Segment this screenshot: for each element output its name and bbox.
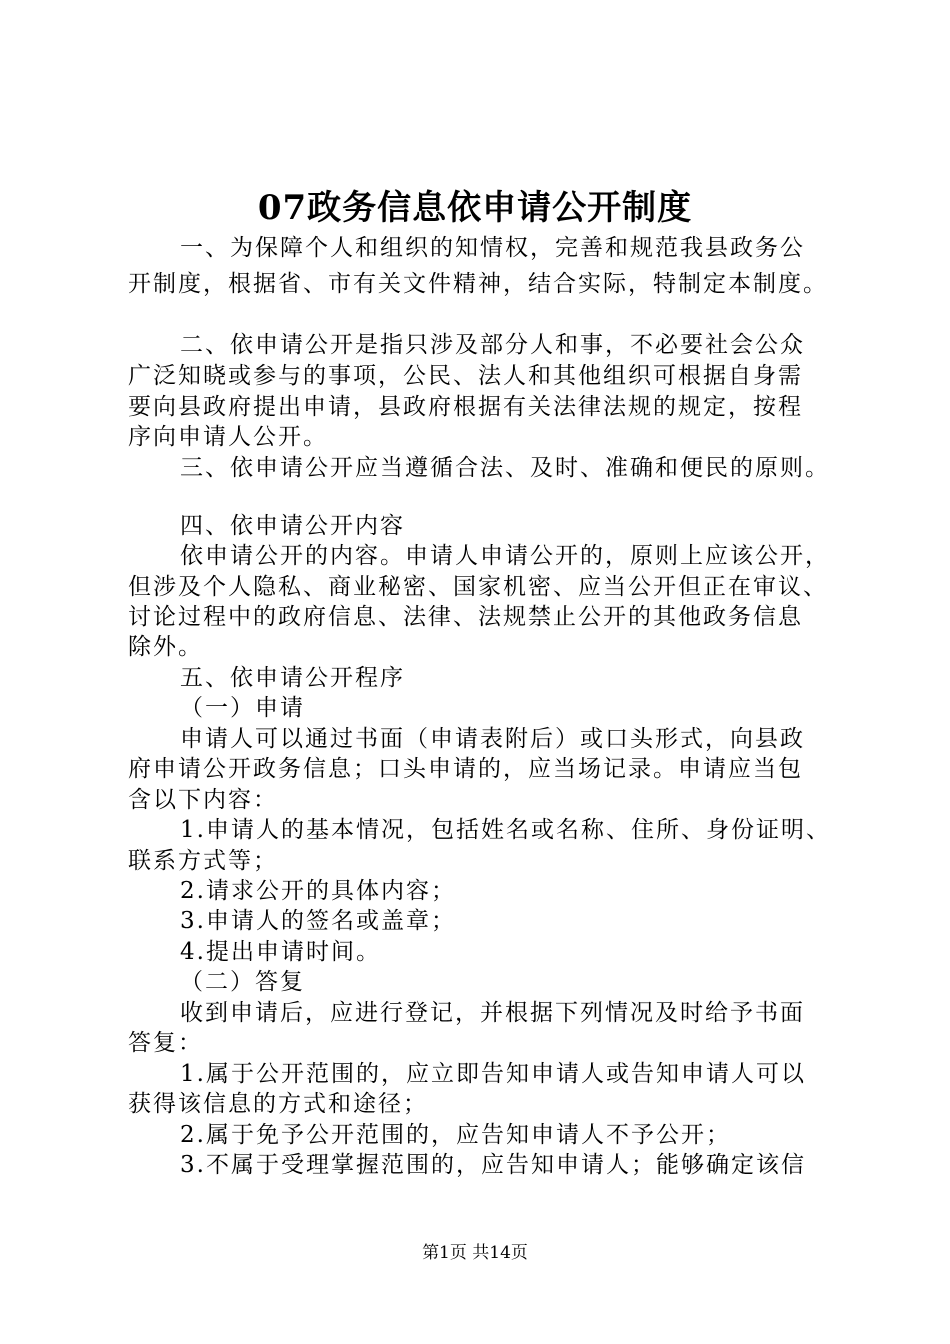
paragraph-line: 含以下内容： [128,787,278,813]
list-item: 1.申请人的基本情况，包括姓名或名称、住所、身份证明、 [180,817,831,843]
paragraph-line: 要向县政府提出申请，县政府根据有关法律法规的规定，按程 [128,394,803,420]
paragraph-line: 二、依申请公开是指只涉及部分人和事，不必要社会公众 [180,332,805,358]
list-item: 4.提出申请时间。 [180,939,381,965]
paragraph-line: 联系方式等； [128,848,278,874]
paragraph-line: 申请人可以通过书面（申请表附后）或口头形式，向县政 [180,726,805,752]
section-heading: 四、依申请公开内容 [180,513,405,539]
paragraph-line: 除外。 [128,634,203,660]
paragraph-line: 获得该信息的方式和途径； [128,1091,428,1117]
document-title: 07政务信息依申请公开制度 [257,188,693,228]
paragraph-line: 依申请公开的内容。申请人申请公开的，原则上应该公开， [180,543,830,569]
list-item: 1.属于公开范围的，应立即告知申请人或告知申请人可以 [180,1061,806,1087]
subsection-heading: （二）答复 [180,969,305,995]
paragraph-line: 三、依申请公开应当遵循合法、及时、准确和便民的原则。 [180,455,830,481]
paragraph-line: 序向申请人公开。 [128,424,328,450]
list-item: 3.申请人的签名或盖章； [180,908,456,934]
section-heading: 五、依申请公开程序 [180,665,405,691]
subsection-heading: （一）申请 [180,695,305,721]
list-item: 2.属于免予公开范围的，应告知申请人不予公开； [180,1122,731,1148]
paragraph-line: 一、为保障个人和组织的知情权，完善和规范我县政务公 [180,235,805,261]
paragraph-line: 答复： [128,1030,203,1056]
list-item: 2.请求公开的具体内容； [180,878,456,904]
paragraph-line: 但涉及个人隐私、商业秘密、国家机密、应当公开但正在审议、 [128,574,828,600]
paragraph-line: 广泛知晓或参与的事项，公民、法人和其他组织可根据自身需 [128,363,803,389]
paragraph-line: 收到申请后，应进行登记，并根据下列情况及时给予书面 [180,1000,805,1026]
paragraph-line: 讨论过程中的政府信息、法律、法规禁止公开的其他政务信息 [128,604,803,630]
list-item: 3.不属于受理掌握范围的，应告知申请人；能够确定该信 [180,1152,806,1178]
paragraph-line: 府申请公开政务信息；口头申请的，应当场记录。申请应当包 [128,756,803,782]
paragraph-line: 开制度，根据省、市有关文件精神，结合实际，特制定本制度。 [128,271,828,297]
page-number-footer: 第1页 共14页 [422,1243,528,1263]
